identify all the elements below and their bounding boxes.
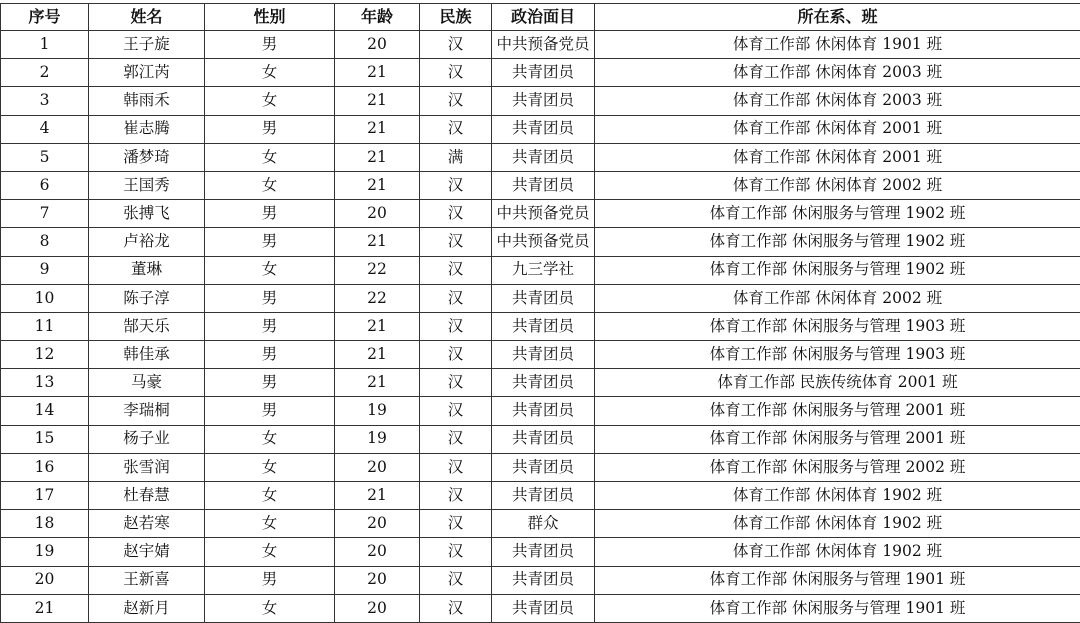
department-class-cell: 体育工作部 休闲服务与管理 1902 班 [595,256,1080,284]
department-class-cell: 体育工作部 休闲体育 2002 班 [595,284,1080,312]
table-row [1,341,1080,369]
serial-number-cell: 9 [1,256,89,284]
table-row [1,284,1080,312]
political-status-cell: 共青团员 [492,115,595,143]
name-cell: 王子旋 [89,31,205,59]
serial-number-cell: 4 [1,115,89,143]
department-class-cell: 体育工作部 休闲服务与管理 1902 班 [595,228,1080,256]
name-cell: 杜春慧 [89,482,205,510]
department-class-cell: 体育工作部 休闲服务与管理 1901 班 [595,594,1080,622]
table-row [1,200,1080,228]
gender-cell: 女 [205,256,335,284]
department-class-cell: 体育工作部 休闲体育 1902 班 [595,510,1080,538]
header-age: 年龄 [335,4,420,31]
name-cell: 赵若寒 [89,510,205,538]
table-body [1,31,1080,623]
gender-cell: 男 [205,115,335,143]
political-status-cell: 共青团员 [492,143,595,171]
table-row [1,425,1080,453]
age-cell: 22 [335,284,420,312]
name-cell: 王新喜 [89,566,205,594]
serial-number-cell: 17 [1,482,89,510]
gender-cell: 女 [205,510,335,538]
serial-number-cell: 3 [1,87,89,115]
serial-number-cell: 18 [1,510,89,538]
table-row [1,312,1080,340]
age-cell: 21 [335,228,420,256]
serial-number-cell: 2 [1,59,89,87]
header-name: 姓名 [89,4,205,31]
table-row [1,369,1080,397]
table-row [1,453,1080,481]
ethnicity-cell: 满 [420,143,492,171]
gender-cell: 男 [205,200,335,228]
gender-cell: 女 [205,425,335,453]
table-row [1,59,1080,87]
serial-number-cell: 5 [1,143,89,171]
gender-cell: 女 [205,171,335,199]
age-cell: 20 [335,566,420,594]
gender-cell: 女 [205,87,335,115]
age-cell: 20 [335,538,420,566]
ethnicity-cell: 汉 [420,115,492,143]
table-row [1,538,1080,566]
serial-number-cell: 10 [1,284,89,312]
gender-cell: 男 [205,341,335,369]
age-cell: 21 [335,171,420,199]
header-political-status: 政治面目 [492,4,595,31]
name-cell: 卢裕龙 [89,228,205,256]
table-row [1,482,1080,510]
age-cell: 22 [335,256,420,284]
department-class-cell: 体育工作部 休闲服务与管理 1901 班 [595,566,1080,594]
department-class-cell: 体育工作部 休闲服务与管理 1902 班 [595,200,1080,228]
ethnicity-cell: 汉 [420,369,492,397]
name-cell: 赵宇婧 [89,538,205,566]
department-class-cell: 体育工作部 休闲体育 2003 班 [595,87,1080,115]
political-status-cell: 共青团员 [492,453,595,481]
serial-number-cell: 6 [1,171,89,199]
political-status-cell: 中共预备党员 [492,228,595,256]
department-class-cell: 体育工作部 休闲体育 1901 班 [595,31,1080,59]
table-row [1,228,1080,256]
department-class-cell: 体育工作部 休闲服务与管理 2001 班 [595,425,1080,453]
name-cell: 陈子淳 [89,284,205,312]
gender-cell: 女 [205,143,335,171]
table-row [1,510,1080,538]
gender-cell: 女 [205,538,335,566]
serial-number-cell: 15 [1,425,89,453]
serial-number-cell: 11 [1,312,89,340]
name-cell: 崔志腾 [89,115,205,143]
serial-number-cell: 19 [1,538,89,566]
table-row [1,171,1080,199]
department-class-cell: 体育工作部 休闲体育 1902 班 [595,482,1080,510]
serial-number-cell: 20 [1,566,89,594]
age-cell: 20 [335,453,420,481]
serial-number-cell: 7 [1,200,89,228]
department-class-cell: 体育工作部 民族传统体育 2001 班 [595,369,1080,397]
political-status-cell: 共青团员 [492,312,595,340]
name-cell: 韩雨禾 [89,87,205,115]
department-class-cell: 体育工作部 休闲体育 2002 班 [595,171,1080,199]
age-cell: 19 [335,425,420,453]
political-status-cell: 共青团员 [492,341,595,369]
name-cell: 潘梦琦 [89,143,205,171]
age-cell: 21 [335,482,420,510]
age-cell: 21 [335,59,420,87]
political-status-cell: 共青团员 [492,284,595,312]
age-cell: 20 [335,510,420,538]
ethnicity-cell: 汉 [420,341,492,369]
ethnicity-cell: 汉 [420,482,492,510]
gender-cell: 女 [205,482,335,510]
table-row [1,566,1080,594]
gender-cell: 男 [205,397,335,425]
ethnicity-cell: 汉 [420,425,492,453]
ethnicity-cell: 汉 [420,87,492,115]
department-class-cell: 体育工作部 休闲服务与管理 2002 班 [595,453,1080,481]
name-cell: 马豪 [89,369,205,397]
age-cell: 21 [335,369,420,397]
table-row [1,143,1080,171]
ethnicity-cell: 汉 [420,312,492,340]
age-cell: 19 [335,397,420,425]
gender-cell: 女 [205,453,335,481]
political-status-cell: 共青团员 [492,594,595,622]
name-cell: 张搏飞 [89,200,205,228]
political-status-cell: 共青团员 [492,171,595,199]
gender-cell: 男 [205,566,335,594]
name-cell: 郜天乐 [89,312,205,340]
department-class-cell: 体育工作部 休闲体育 2001 班 [595,115,1080,143]
name-cell: 杨子业 [89,425,205,453]
table-row [1,115,1080,143]
department-class-cell: 体育工作部 休闲服务与管理 1903 班 [595,341,1080,369]
ethnicity-cell: 汉 [420,594,492,622]
student-roster-table [0,3,1080,623]
gender-cell: 男 [205,31,335,59]
name-cell: 李瑞桐 [89,397,205,425]
political-status-cell: 中共预备党员 [492,200,595,228]
header-row [1,4,1080,31]
table-row [1,31,1080,59]
ethnicity-cell: 汉 [420,59,492,87]
ethnicity-cell: 汉 [420,566,492,594]
political-status-cell: 共青团员 [492,397,595,425]
age-cell: 21 [335,312,420,340]
table-row [1,87,1080,115]
header-department-class: 所在系、班 [595,4,1080,31]
political-status-cell: 九三学社 [492,256,595,284]
name-cell: 王国秀 [89,171,205,199]
political-status-cell: 共青团员 [492,59,595,87]
department-class-cell: 体育工作部 休闲服务与管理 1903 班 [595,312,1080,340]
name-cell: 董琳 [89,256,205,284]
ethnicity-cell: 汉 [420,200,492,228]
serial-number-cell: 13 [1,369,89,397]
serial-number-cell: 21 [1,594,89,622]
name-cell: 韩佳承 [89,341,205,369]
serial-number-cell: 8 [1,228,89,256]
age-cell: 21 [335,87,420,115]
department-class-cell: 体育工作部 休闲体育 1902 班 [595,538,1080,566]
political-status-cell: 共青团员 [492,538,595,566]
gender-cell: 女 [205,59,335,87]
header-serial-number: 序号 [1,4,89,31]
age-cell: 20 [335,31,420,59]
political-status-cell: 中共预备党员 [492,31,595,59]
age-cell: 21 [335,143,420,171]
header-gender: 性别 [205,4,335,31]
department-class-cell: 体育工作部 休闲体育 2003 班 [595,59,1080,87]
ethnicity-cell: 汉 [420,453,492,481]
table-row [1,397,1080,425]
name-cell: 郭江芮 [89,59,205,87]
ethnicity-cell: 汉 [420,31,492,59]
name-cell: 赵新月 [89,594,205,622]
gender-cell: 男 [205,284,335,312]
ethnicity-cell: 汉 [420,256,492,284]
serial-number-cell: 14 [1,397,89,425]
serial-number-cell: 12 [1,341,89,369]
serial-number-cell: 16 [1,453,89,481]
age-cell: 20 [335,200,420,228]
ethnicity-cell: 汉 [420,538,492,566]
age-cell: 20 [335,594,420,622]
ethnicity-cell: 汉 [420,284,492,312]
gender-cell: 男 [205,228,335,256]
age-cell: 21 [335,341,420,369]
department-class-cell: 体育工作部 休闲体育 2001 班 [595,143,1080,171]
gender-cell: 男 [205,312,335,340]
ethnicity-cell: 汉 [420,171,492,199]
ethnicity-cell: 汉 [420,397,492,425]
name-cell: 张雪润 [89,453,205,481]
ethnicity-cell: 汉 [420,228,492,256]
age-cell: 21 [335,115,420,143]
table-row [1,594,1080,622]
ethnicity-cell: 汉 [420,510,492,538]
political-status-cell: 共青团员 [492,87,595,115]
political-status-cell: 共青团员 [492,369,595,397]
table-header [1,4,1080,31]
header-ethnicity: 民族 [420,4,492,31]
gender-cell: 女 [205,594,335,622]
serial-number-cell: 1 [1,31,89,59]
department-class-cell: 体育工作部 休闲服务与管理 2001 班 [595,397,1080,425]
table-row [1,256,1080,284]
political-status-cell: 共青团员 [492,425,595,453]
gender-cell: 男 [205,369,335,397]
political-status-cell: 群众 [492,510,595,538]
political-status-cell: 共青团员 [492,566,595,594]
political-status-cell: 共青团员 [492,482,595,510]
